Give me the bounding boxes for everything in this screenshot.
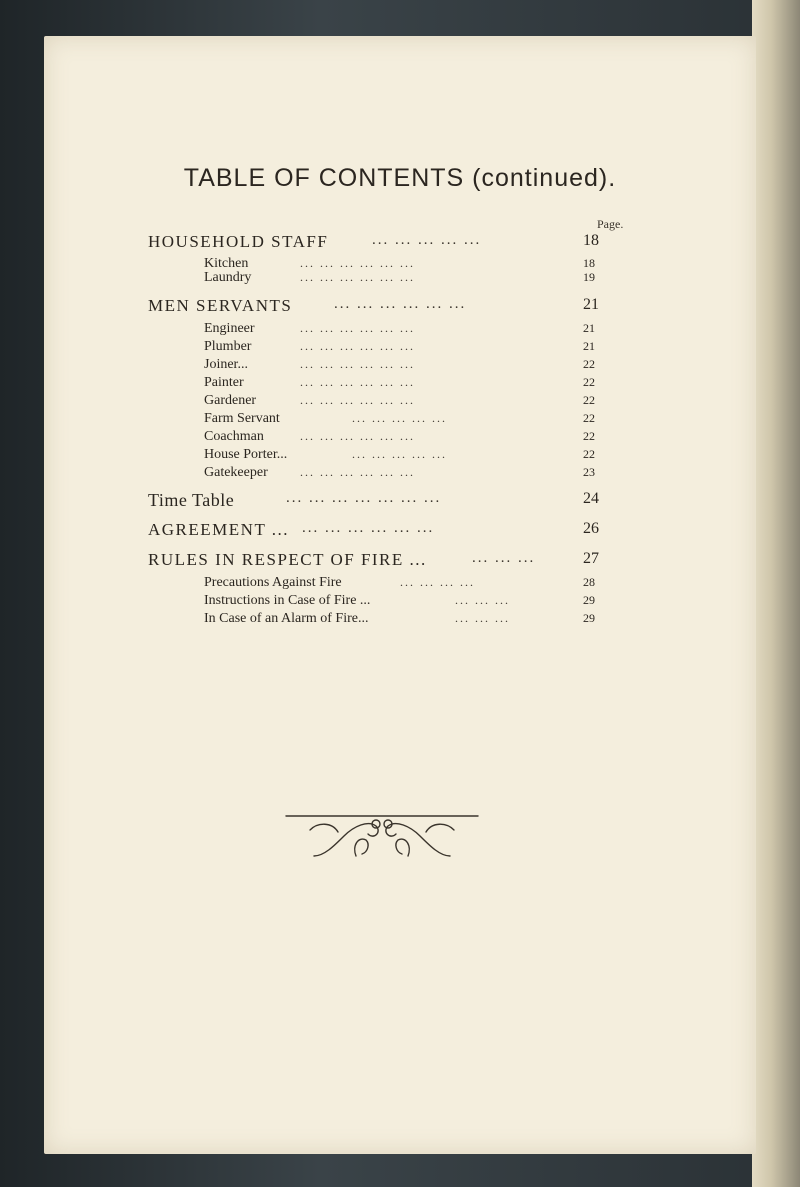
toc-leader: ... ... ... ... ... ... <box>300 270 415 284</box>
toc-label: MEN SERVANTS <box>148 296 293 315</box>
toc-label: RULES IN RESPECT OF FIRE ... <box>148 550 427 569</box>
toc-page: 24 <box>583 490 599 507</box>
toc-leader: ... ... ... ... ... <box>352 411 447 425</box>
toc-leader: ... ... ... ... ... <box>352 447 447 461</box>
toc-label: Painter <box>204 375 244 390</box>
toc-page: 22 <box>583 447 595 461</box>
toc-leader: ... ... ... <box>455 593 510 607</box>
toc-label: In Case of an Alarm of Fire... <box>204 611 369 626</box>
toc-label: Coachman <box>204 429 264 444</box>
toc-page: 23 <box>583 465 595 479</box>
toc-leader: ... ... ... ... ... ... ... <box>286 490 442 506</box>
toc-page: 21 <box>583 321 595 335</box>
toc-page: 28 <box>583 575 595 589</box>
toc-leader: ... ... ... ... ... ... <box>334 296 467 312</box>
toc-leader: ... ... ... ... ... ... <box>300 465 415 479</box>
page-title: TABLE OF CONTENTS (continued). <box>183 164 617 192</box>
toc-page: 18 <box>583 232 599 249</box>
toc-page: 19 <box>583 270 595 284</box>
page-column-label: Page. <box>597 217 624 231</box>
toc-label: Joiner... <box>204 357 248 372</box>
toc-page: 21 <box>583 339 595 353</box>
toc-leader: ... ... ... ... ... ... <box>300 256 415 270</box>
toc-leader: ... ... ... ... ... ... <box>300 375 415 389</box>
toc-page: 22 <box>583 393 595 407</box>
toc-label: Gardener <box>204 393 257 408</box>
toc-leader: ... ... ... ... ... ... <box>300 339 415 353</box>
book-page <box>44 36 756 1154</box>
toc-label: Precautions Against Fire <box>204 575 342 590</box>
toc-leader: ... ... ... <box>472 550 536 566</box>
toc-page: 26 <box>583 520 599 537</box>
toc-page: 22 <box>583 429 595 443</box>
toc-page: 29 <box>583 593 595 607</box>
toc-leader: ... ... ... ... ... ... <box>300 429 415 443</box>
toc-label: Kitchen <box>204 256 249 271</box>
toc-leader: ... ... ... ... ... ... <box>302 520 435 536</box>
toc-label: House Porter... <box>204 447 288 462</box>
toc-label: Plumber <box>204 339 252 354</box>
toc-label: Instructions in Case of Fire ... <box>204 593 371 608</box>
toc-leader: ... ... ... ... ... ... <box>300 321 415 335</box>
toc-label: Time Table <box>148 490 235 510</box>
toc-page: 22 <box>583 375 595 389</box>
toc-leader: ... ... ... ... ... <box>372 232 482 248</box>
toc-leader: ... ... ... ... ... ... <box>300 393 415 407</box>
toc-page: 21 <box>583 296 599 313</box>
toc-page: 27 <box>583 550 599 567</box>
toc-leader: ... ... ... ... ... ... <box>300 357 415 371</box>
toc-leader: ... ... ... <box>455 611 510 625</box>
toc-leader: ... ... ... ... <box>400 575 475 589</box>
toc-label: Laundry <box>204 270 252 285</box>
toc-label: Engineer <box>204 321 255 336</box>
ornament-flourish-icon <box>284 812 480 860</box>
toc-page: 22 <box>583 411 595 425</box>
toc-page: 22 <box>583 357 595 371</box>
toc-label: AGREEMENT ... <box>148 520 290 539</box>
toc-page: 29 <box>583 611 595 625</box>
toc-label: Farm Servant <box>204 411 280 426</box>
toc-label: Gatekeeper <box>204 465 268 480</box>
toc-label: HOUSEHOLD STAFF <box>148 232 329 251</box>
toc-page: 18 <box>583 256 595 270</box>
